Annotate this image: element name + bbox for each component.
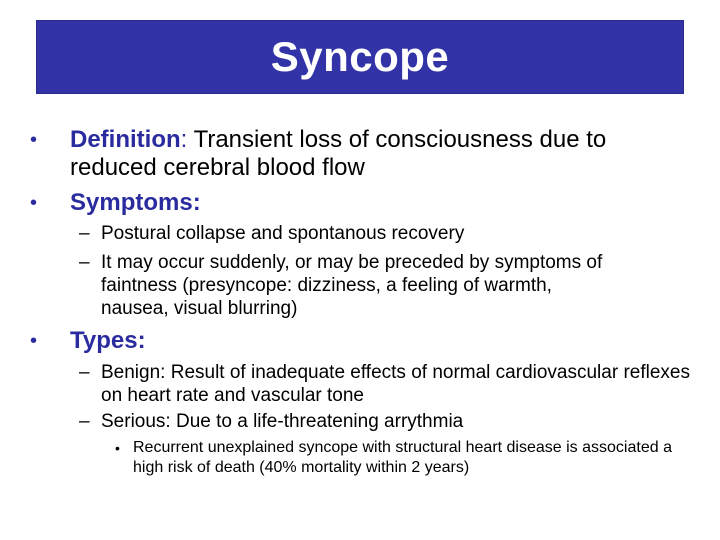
symptoms-subitem-1	[79, 222, 701, 245]
types-subsubitem-1	[115, 438, 703, 478]
definition-item	[30, 126, 690, 182]
symptoms-subitem-text: Postural collapse and spontanous recovery	[101, 223, 465, 244]
dash-icon: –	[79, 252, 90, 273]
title-bar	[36, 20, 684, 94]
types-subitem-text: Serious: Due to a life-threatening arrythmia	[101, 411, 464, 432]
bullet-icon: •	[30, 129, 38, 151]
definition-term: Definition	[70, 126, 181, 153]
bullet-icon: •	[30, 330, 38, 352]
types-item	[30, 327, 690, 355]
definition-text: Transient loss of consciousness due to reduced cerebral blood flow	[70, 126, 607, 181]
dash-icon: –	[79, 411, 90, 432]
types-subitem-1	[79, 361, 701, 407]
slide-title: Syncope	[270, 33, 450, 80]
types-subitem-text: Benign: Result of inadequate effects of normal cardiovascular reflexes on heart rate and vascular tone	[101, 362, 690, 406]
types-subitem-2	[79, 410, 701, 433]
symptoms-item	[30, 189, 690, 217]
symptoms-subitem-text: It may occur suddenly, or may be preceded by symptoms of faintness (presyncope: dizziness, a feeling of warmth, nausea, visual blurring)	[101, 252, 603, 319]
bullet-icon: •	[115, 440, 120, 456]
definition-colon: :	[180, 126, 188, 153]
dash-icon: –	[79, 362, 90, 383]
dash-icon: –	[79, 223, 90, 244]
types-subsubitem-text: Recurrent unexplained syncope with structural heart disease is associated a high risk of death (40% mortality within 2 years)	[133, 439, 672, 476]
types-term: Types:	[70, 327, 146, 354]
symptoms-term: Symptoms:	[70, 189, 201, 216]
bullet-icon: •	[30, 192, 38, 214]
symptoms-subitem-2	[79, 251, 621, 320]
